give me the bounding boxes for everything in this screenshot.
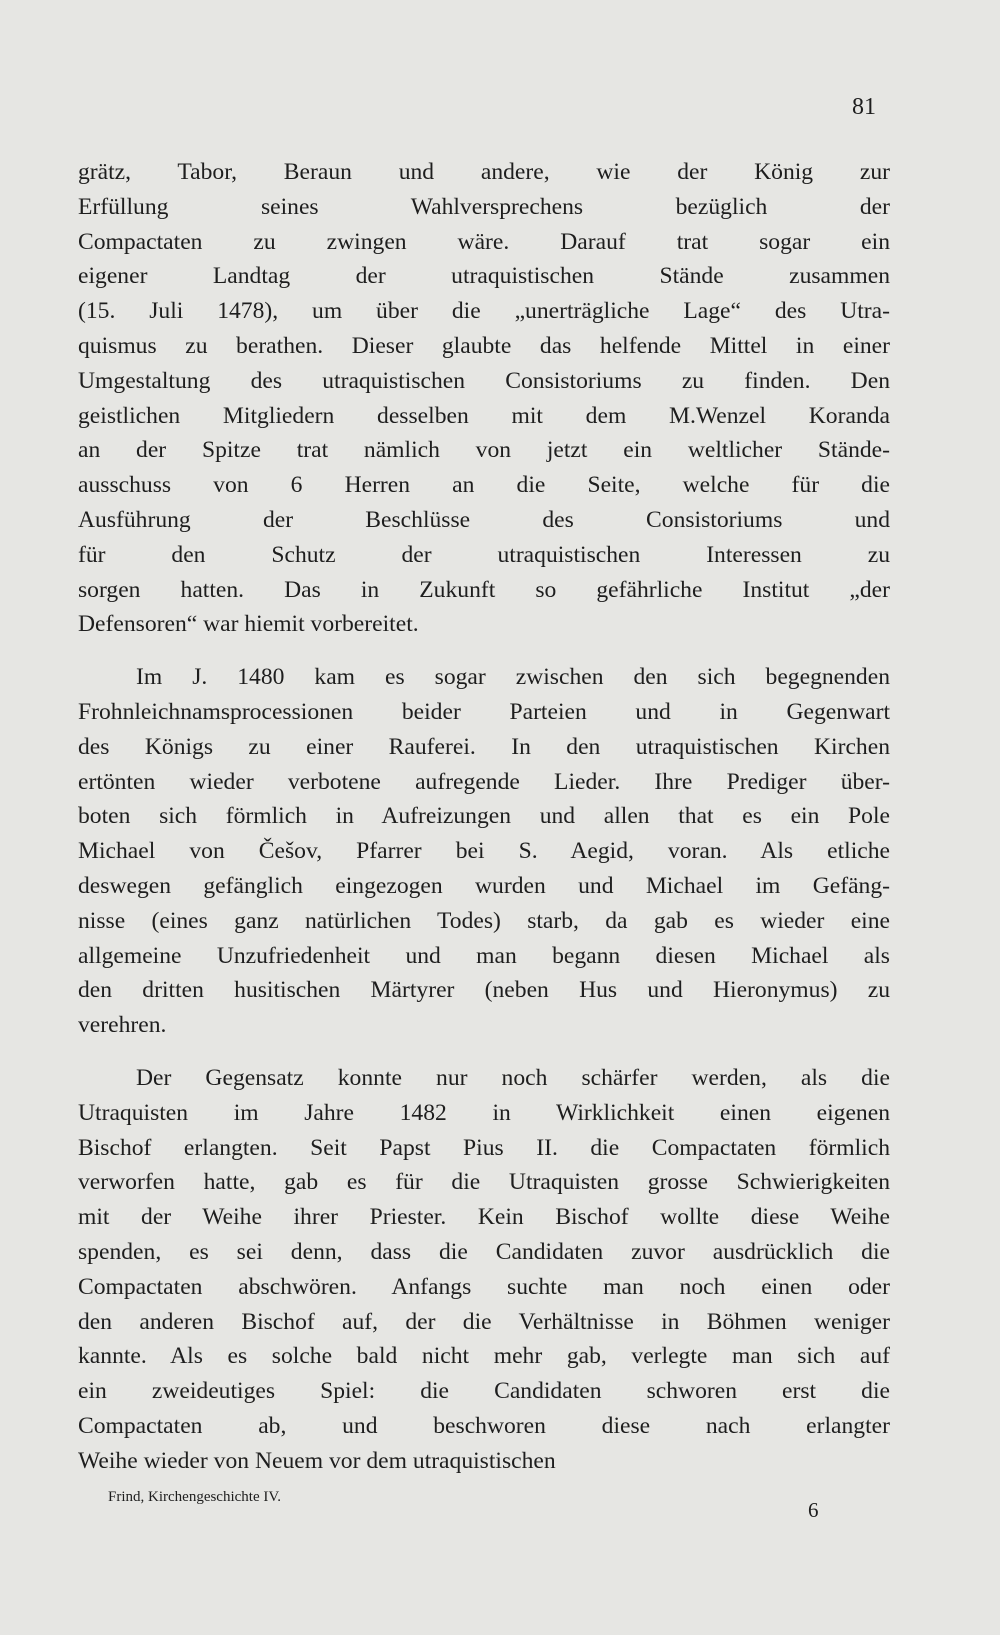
- text-line: spenden, es sei denn, dass die Candidaten zuvor ausdrücklich die: [78, 1238, 890, 1265]
- text-line: Im J. 1480 kam es sogar zwischen den sich begegnenden: [136, 664, 890, 691]
- paragraph: [78, 1061, 890, 1479]
- paragraph: [78, 660, 890, 1043]
- text-line: nisse (eines ganz natürlichen Todes) starb, da gab es wieder eine: [78, 907, 890, 934]
- text-line: Umgestaltung des utraquistischen Consistoriums zu finden. Den: [78, 367, 890, 394]
- text-line: mit der Weihe ihrer Priester. Kein Bischof wollte diese Weihe: [78, 1204, 890, 1231]
- text-line: Compactaten zu zwingen wäre. Darauf trat sogar ein: [78, 228, 890, 255]
- text-line: Michael von Češov, Pfarrer bei S. Aegid, voran. Als etliche: [78, 838, 890, 865]
- footer-running-title: Frind, Kirchengeschichte IV.: [108, 1489, 282, 1505]
- text-line: grätz, Tabor, Beraun und andere, wie der König zur: [78, 159, 890, 185]
- printer-signature-mark: 6: [808, 1498, 819, 1522]
- text-line: Der Gegensatz konnte nur noch schärfer werden, als die: [136, 1064, 890, 1091]
- text-line: verworfen hatte, gab es für die Utraquisten grosse Schwierigkeiten: [78, 1169, 890, 1196]
- text-line: eigener Landtag der utraquistischen Stände zusammen: [78, 263, 890, 290]
- text-line: Compactaten ab, und beschworen diese nach erlangter: [78, 1412, 890, 1439]
- text-line: Frohnleichnamsprocessionen beider Parteien und in Gegenwart: [78, 698, 890, 725]
- text-line: sorgen hatten. Das in Zukunft so gefährliche Institut „der: [78, 576, 890, 603]
- text-line: Utraquisten im Jahre 1482 in Wirklichkeit einen eigenen: [78, 1099, 890, 1126]
- text-line: allgemeine Unzufriedenheit und man begann diesen Michael als: [78, 942, 890, 969]
- text-line: Defensoren“ war hiemit vorbereitet.: [78, 611, 419, 638]
- text-line: an der Spitze trat nämlich von jetzt ein weltlicher Stände-: [78, 437, 890, 464]
- text-line: verehren.: [78, 1012, 167, 1039]
- text-line: Bischof erlangten. Seit Papst Pius II. die Compactaten förmlich: [78, 1134, 890, 1161]
- text-line: ein zweideutiges Spiel: die Candidaten schworen erst die: [78, 1378, 890, 1405]
- text-line: ertönten wieder verbotene aufregende Lieder. Ihre Prediger über-: [78, 768, 890, 795]
- text-line: deswegen gefänglich eingezogen wurden und Michael im Gefäng-: [78, 872, 890, 899]
- text-line: kannte. Als es solche bald nicht mehr gab, verlegte man sich auf: [78, 1343, 890, 1370]
- text-line: Compactaten abschwören. Anfangs suchte man noch einen oder: [78, 1273, 890, 1300]
- text-line: Erfüllung seines Wahlversprechens bezüglich der: [78, 193, 890, 220]
- text-line: boten sich förmlich in Aufreizungen und allen that es ein Pole: [78, 803, 890, 830]
- text-line: den anderen Bischof auf, der die Verhältnisse in Böhmen weniger: [78, 1308, 890, 1335]
- text-line: ausschuss von 6 Herren an die Seite, welche für die: [78, 472, 890, 499]
- text-line: quismus zu berathen. Dieser glaubte das helfende Mittel in einer: [78, 332, 890, 359]
- text-line: für den Schutz der utraquistischen Interessen zu: [78, 541, 890, 568]
- text-line: geistlichen Mitgliedern desselben mit dem M.Wenzel Koranda: [78, 402, 890, 429]
- paragraph: [78, 155, 890, 642]
- text-line: Weihe wieder von Neuem vor dem utraquistischen: [78, 1447, 556, 1474]
- text-line: (15. Juli 1478), um über die „unerträgliche Lage“ des Utra-: [78, 298, 890, 325]
- page-number: 81: [852, 94, 876, 120]
- text-line: des Königs zu einer Rauferei. In den utraquistischen Kirchen: [78, 733, 890, 760]
- text-line: den dritten husitischen Märtyrer (neben Hus und Hieronymus) zu: [78, 977, 890, 1004]
- text-line: Ausführung der Beschlüsse des Consistoriums und: [78, 506, 890, 533]
- body-text: [78, 155, 890, 1478]
